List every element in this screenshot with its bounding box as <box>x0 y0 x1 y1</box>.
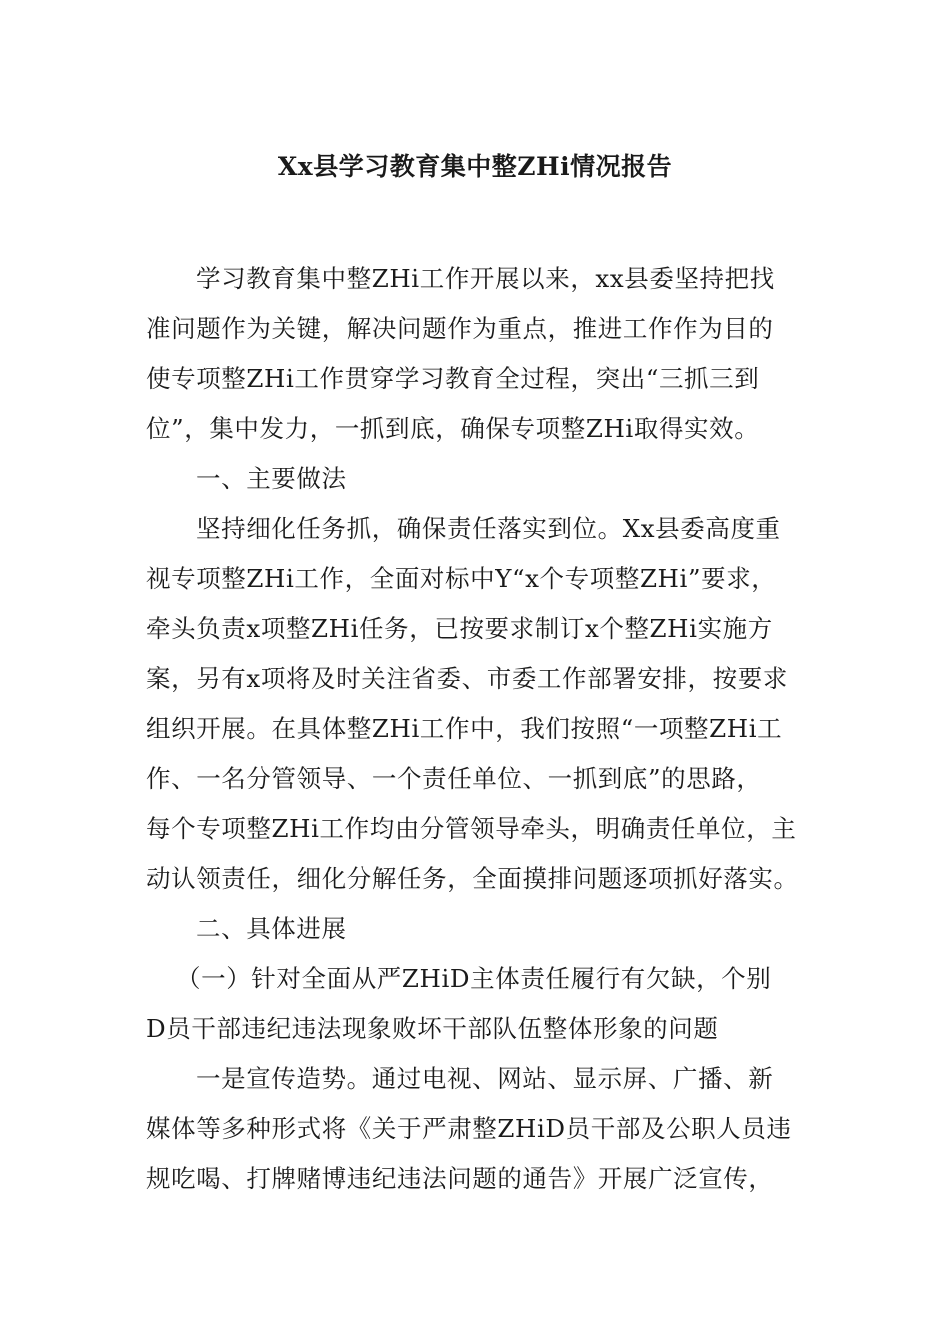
subsection-heading: （一）针对全面从严ZHiD主体责任履行有欠缺，个别 <box>176 964 772 993</box>
paragraph-line: 动认领责任，细化分解任务，全面摸排问题逐项抓好落实。 <box>146 864 799 893</box>
paragraph-line: 作、一名分管领导、一个责任单位、一抓到底”的思路， <box>146 764 762 793</box>
paragraph-line: 位”，集中发力，一抓到底，确保专项整ZHi取得实效。 <box>146 414 760 443</box>
section-heading: 一、主要做法 <box>196 464 347 493</box>
paragraph-line: 一是宣传造势。通过电视、网站、显示屏、广播、新 <box>196 1064 774 1093</box>
document-title: Xx县学习教育集中整ZHi情况报告 <box>277 152 673 181</box>
subsection-heading: D员干部违纪违法现象败坏干部队伍整体形象的问题 <box>146 1014 719 1043</box>
paragraph-line: 每个专项整ZHi工作均由分管领导牵头，明确责任单位，主 <box>146 814 797 843</box>
document-body <box>146 254 810 1204</box>
paragraph-line: 案，另有x项将及时关注省委、市委工作部署安排，按要求 <box>146 664 788 693</box>
paragraph-line: 牵头负责x项整ZHi任务，已按要求制订x个整ZHi实施方 <box>146 614 773 643</box>
paragraph-line: 组织开展。在具体整ZHi工作中，我们按照“一项整ZHi工 <box>146 714 783 743</box>
section-heading: 二、具体进展 <box>196 914 347 943</box>
paragraph-line: 坚持细化任务抓，确保责任落实到位。Xx县委高度重 <box>196 514 781 543</box>
paragraph-line: 学习教育集中整ZHi工作开展以来，xx县委坚持把找 <box>196 264 775 293</box>
paragraph-line: 视专项整ZHi工作，全面对标中Y“x个专项整ZHi”要求， <box>146 564 777 593</box>
paragraph-line: 规吃喝、打牌赌博违纪违法问题的通告》开展广泛宣传， <box>146 1164 774 1193</box>
paragraph-line: 媒体等多种形式将《关于严肃整ZHiD员干部及公职人员违 <box>146 1114 792 1143</box>
paragraph-line: 使专项整ZHi工作贯穿学习教育全过程，突出“三抓三到 <box>146 364 760 393</box>
paragraph-line: 准问题作为关键，解决问题作为重点，推进工作作为目的 <box>146 314 774 343</box>
